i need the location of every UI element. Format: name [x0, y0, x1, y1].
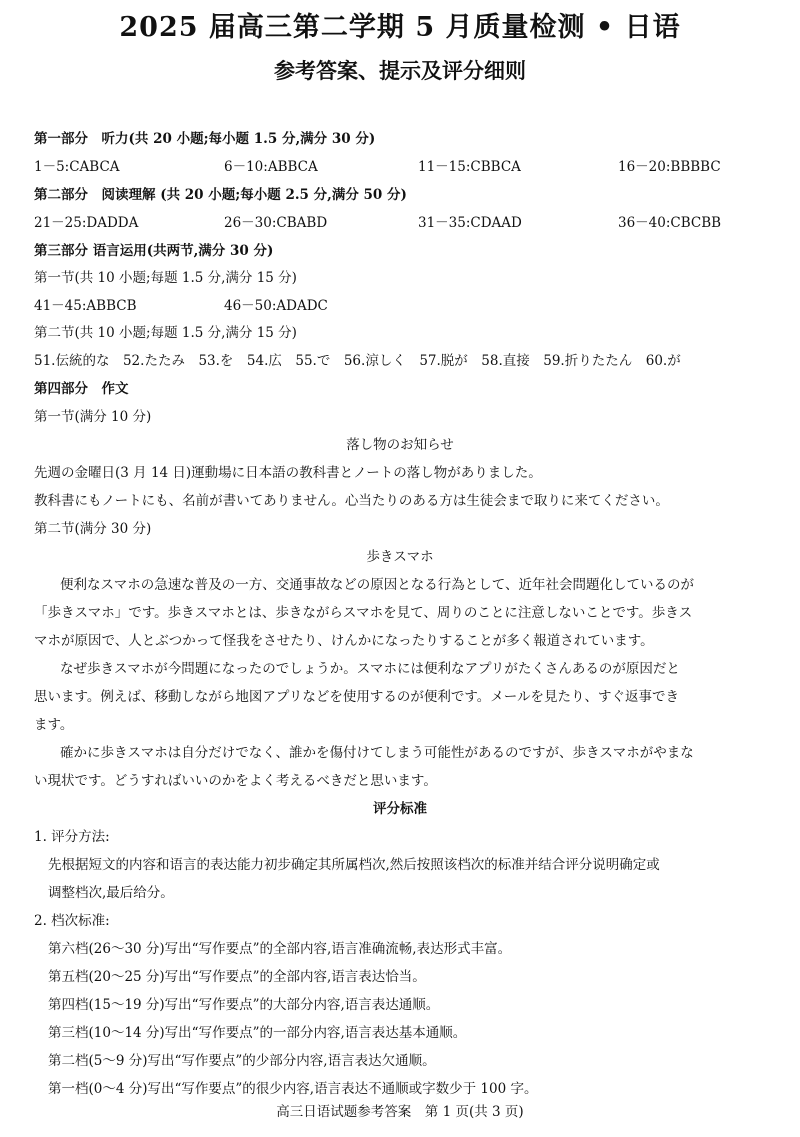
part3-section2-heading: 第二节(共 10 小题;每题 1.5 分,满分 15 分)	[34, 325, 297, 341]
document-title: 2025 届高三第二学期 5 月质量检测 • 日语	[119, 12, 681, 43]
essay2-title: 歩きスマホ	[366, 549, 434, 565]
answer-group: 1－5:CABCA	[34, 159, 120, 175]
part2-heading: 第二部分 阅读理解 (共 20 小题;每小题 2.5 分,满分 50 分)	[34, 187, 407, 203]
grading-method-line: 先根据短文的内容和语言的表达能力初步确定其所属档次,然后按照该档次的标准并结合评分说明确定或	[48, 857, 660, 873]
answer-group: 36－40:CBCBB	[618, 215, 722, 231]
grading-level: 第三档(10～14 分)写出“写作要点”的一部分内容,语言表达基本通顺。	[48, 1025, 467, 1041]
answer-group: 21－25:DADDA	[34, 215, 139, 231]
essay2-line: マホが原因で、人とぶつかって怪我をさせたり、けんかになったりすることが多く報道されています。	[34, 633, 654, 649]
part3-heading: 第三部分 语言运用(共两节,满分 30 分)	[34, 243, 274, 259]
page-footer: 高三日语试题参考答案 第 1 页(共 3 页)	[276, 1104, 524, 1120]
essay1-title: 落し物のお知らせ	[346, 437, 454, 453]
answer-group: 41－45:ABBCB	[34, 298, 137, 314]
essay2-line: 確かに歩きスマホは自分だけでなく、誰かを傷付けてしまう可能性があるのですが、歩きスマホがやまな	[60, 745, 694, 761]
answer-group: 26－30:CBABD	[224, 215, 328, 231]
part4-section1-heading: 第一节(满分 10 分)	[34, 409, 152, 425]
grading-level: 第一档(0～4 分)写出“写作要点”的很少内容,语言表达不通顺或字数少于 100 字。	[48, 1081, 538, 1097]
grading-method-heading: 1. 评分方法:	[34, 829, 110, 845]
answer-group: 11－15:CBBCA	[418, 159, 521, 175]
part3-section1-heading: 第一节(共 10 小题;每题 1.5 分,满分 15 分)	[34, 270, 297, 286]
answer-group: 46－50:ADADC	[224, 298, 328, 314]
essay1-line: 先週の金曜日(3 月 14 日)運動場に日本語の教科書とノートの落し物がありました。	[34, 465, 542, 481]
essay2-line: い現状です。どうすればいいのかをよく考えるべきだと思います。	[34, 773, 437, 789]
essay2-line: 「歩きスマホ」です。歩きスマホとは、歩きながらスマホを見て、周りのことに注意しないことです。歩きス	[34, 605, 693, 621]
part3-section2-answers: 51.伝統的な 52.たたみ 53.を 54.広 55.で 56.涼しく 57.脱が 58.直接 59.折りたたん 60.が	[34, 353, 681, 369]
grading-level: 第二档(5～9 分)写出“写作要点”的少部分内容,语言表达欠通顺。	[48, 1053, 436, 1069]
answer-group: 6－10:ABBCA	[224, 159, 318, 175]
part1-heading: 第一部分 听力(共 20 小题;每小题 1.5 分,满分 30 分)	[34, 131, 376, 147]
grading-level: 第六档(26～30 分)写出“写作要点”的全部内容,语言准确流畅,表达形式丰富。	[48, 941, 512, 957]
document-subtitle: 参考答案、提示及评分细则	[274, 58, 526, 83]
essay2-line: 便利なスマホの急速な普及の一方、交通事故などの原因となる行為として、近年社会問題化しているのが	[60, 577, 694, 593]
essay2-line: なぜ歩きスマホが今問題になったのでしょうか。スマホには便利なアプリがたくさんあるのが原因だと	[60, 661, 680, 677]
grading-level: 第五档(20～25 分)写出“写作要点”的全部内容,语言表达恰当。	[48, 969, 426, 985]
grading-levels-heading: 2. 档次标准:	[34, 913, 110, 929]
grading-level: 第四档(15～19 分)写出“写作要点”的大部分内容,语言表达通顺。	[48, 997, 440, 1013]
answer-group: 16－20:BBBBC	[618, 159, 721, 175]
grading-method-line: 调整档次,最后给分。	[48, 885, 174, 901]
answer-group: 31－35:CDAAD	[418, 215, 522, 231]
part4-section2-heading: 第二节(满分 30 分)	[34, 521, 152, 537]
grading-title: 评分标准	[373, 801, 427, 817]
part4-heading: 第四部分 作文	[34, 381, 129, 397]
essay2-line: 思います。例えば、移動しながら地図アプリなどを使用するのが便利です。メールを見たり、すぐ返事でき	[34, 689, 680, 705]
essay2-line: ます。	[34, 717, 74, 733]
essay1-line: 教科書にもノートにも、名前が書いてありません。心当たりのある方は生徒会まで取りに来てください。	[34, 493, 669, 509]
